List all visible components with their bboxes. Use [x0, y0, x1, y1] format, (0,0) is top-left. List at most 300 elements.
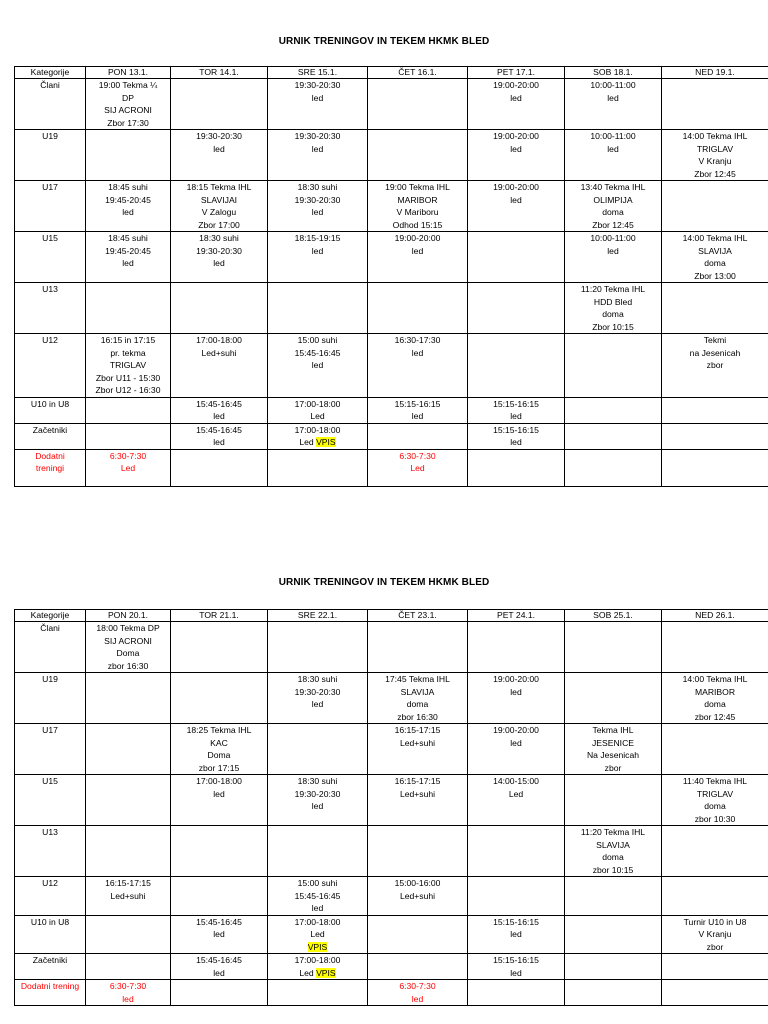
cell-line — [88, 117, 168, 130]
cell-text: 16:30-17:30 — [394, 335, 441, 345]
cell-line — [88, 622, 168, 635]
header-day: SOB 25.1. — [565, 610, 662, 622]
schedule-cell — [662, 622, 768, 673]
cell-line — [270, 673, 365, 686]
cell-line — [173, 206, 265, 219]
schedule-row — [15, 980, 768, 1006]
cell-line — [470, 775, 562, 788]
cell-line — [88, 181, 168, 194]
schedule-cell — [171, 397, 268, 423]
cell-text: led — [510, 92, 522, 103]
schedule-cell — [171, 724, 268, 775]
cell-text: led — [411, 993, 424, 1004]
cell-line — [370, 347, 465, 360]
category-cell — [15, 283, 86, 334]
schedule-row — [15, 775, 768, 826]
cell-line — [173, 775, 265, 788]
cell-text: led — [311, 903, 324, 913]
cell-text: led — [122, 258, 134, 268]
cell-line — [270, 232, 365, 245]
schedule-cell — [565, 181, 662, 232]
cell-text: Tekma IHL — [592, 725, 634, 735]
schedule-cell — [662, 232, 768, 283]
cell-text: MARIBOR — [694, 686, 736, 697]
cell-text: zbor 16:30 — [397, 711, 438, 722]
cell-text: led — [122, 207, 134, 217]
cell-line — [370, 724, 465, 737]
schedule-cell — [368, 334, 468, 398]
cell-text: led — [122, 993, 134, 1004]
cell-line — [270, 424, 365, 437]
header-day: PON 20.1. — [86, 610, 171, 622]
header-category: Kategorije — [15, 67, 86, 79]
cell-line — [17, 916, 83, 929]
cell-line — [567, 194, 659, 207]
cell-text: zbor 17:15 — [198, 762, 240, 773]
cell-text: Zbor 17:00 — [198, 219, 240, 230]
schedule-row — [15, 130, 768, 181]
cell-text: 10:00-11:00 — [590, 131, 636, 141]
schedule-cell — [171, 826, 268, 877]
schedule-cell — [468, 775, 565, 826]
schedule-cell — [171, 980, 268, 1006]
cell-text: V Kranju — [698, 929, 732, 939]
cell-line — [173, 232, 265, 245]
schedule-cell — [468, 954, 565, 980]
schedule-cell — [86, 232, 171, 283]
cell-text: Zbor U11 - 15:30 — [95, 372, 161, 383]
cell-line — [173, 788, 265, 801]
schedule-cell — [171, 673, 268, 724]
schedule-cell — [171, 954, 268, 980]
cell-text: SLAVIJAI — [200, 194, 238, 205]
schedule-cell — [468, 877, 565, 916]
cell-text: 15:45-16:45 — [196, 424, 242, 435]
cell-text: JESENICE — [591, 737, 635, 748]
cell-text: led — [311, 699, 324, 709]
schedule-cell — [86, 915, 171, 954]
schedule-cell — [662, 397, 768, 423]
cell-text: Led+suhi — [201, 347, 237, 358]
cell-line — [17, 673, 83, 686]
cell-line — [370, 788, 465, 801]
schedule-cell — [86, 673, 171, 724]
schedule-cell — [171, 232, 268, 283]
cell-text: SLAVIJA — [596, 839, 630, 850]
schedule-cell — [565, 232, 662, 283]
category-cell — [15, 915, 86, 954]
cell-line — [88, 257, 168, 270]
cell-line — [17, 424, 83, 437]
schedule-row — [15, 915, 768, 954]
schedule-cell — [565, 130, 662, 181]
cell-text: 15:15-16:15 — [493, 398, 539, 409]
cell-line — [567, 724, 659, 737]
cell-line — [270, 686, 365, 699]
cell-line — [270, 775, 365, 788]
cell-text: na Jesenicah — [689, 347, 741, 358]
schedule-row — [15, 449, 768, 486]
cell-text: OLIMPIJA — [593, 194, 633, 205]
schedule-cell — [662, 130, 768, 181]
cell-text: U19 — [42, 674, 58, 684]
cell-text: 18:45 suhi — [108, 182, 148, 192]
cell-line — [173, 245, 265, 258]
cell-text: 17:45 Tekma IHL — [385, 674, 450, 684]
schedule-row — [15, 79, 768, 130]
cell-text: Zbor 10:15 — [592, 321, 634, 332]
cell-line — [567, 749, 659, 762]
cell-line — [370, 686, 465, 699]
header-row — [15, 67, 768, 79]
header-category: Kategorije — [15, 610, 86, 622]
cell-text: led — [510, 194, 522, 205]
schedule-cell — [468, 232, 565, 283]
schedule-cell — [368, 622, 468, 673]
category-cell — [15, 397, 86, 423]
schedule-row — [15, 724, 768, 775]
schedule-cell — [268, 79, 368, 130]
cell-text: 15:15-16:15 — [493, 424, 539, 435]
cell-text: led — [510, 437, 522, 447]
schedule-cell — [268, 232, 368, 283]
cell-line — [270, 359, 365, 372]
cell-text: pr. tekma — [110, 347, 146, 358]
cell-text: U19 — [42, 131, 58, 141]
schedule-cell — [268, 622, 368, 673]
cell-text: led — [213, 437, 225, 447]
cell-text: zbor 10:30 — [694, 813, 736, 824]
cell-text: 17:00-18:00 — [294, 424, 341, 435]
cell-text: 15:45-16:45 — [196, 398, 242, 409]
cell-line — [17, 450, 83, 463]
schedule-cell — [171, 283, 268, 334]
cell-text: doma — [704, 801, 726, 811]
cell-line — [88, 635, 168, 648]
cell-text: Led — [410, 463, 425, 473]
cell-line — [664, 130, 766, 143]
cell-line — [270, 398, 365, 411]
schedule-cell — [468, 980, 565, 1006]
cell-text: 15:00 suhi — [297, 335, 338, 345]
cell-text: 19:30-20:30 — [294, 80, 341, 90]
cell-line — [664, 673, 766, 686]
cell-line — [370, 980, 465, 993]
cell-text: 14:00 Tekma IHL — [682, 131, 748, 141]
cell-text: led — [213, 258, 225, 268]
cell-line — [664, 168, 766, 181]
cell-text: 19:30-20:30 — [196, 245, 242, 256]
cell-text: Zbor 17:30 — [107, 117, 149, 128]
cell-line — [370, 775, 465, 788]
cell-line — [88, 104, 168, 117]
schedule-cell — [268, 334, 368, 398]
schedule-cell — [565, 673, 662, 724]
cell-line — [567, 219, 659, 232]
cell-line — [270, 967, 365, 980]
cell-line — [370, 206, 465, 219]
cell-text: 14:00 Tekma IHL — [682, 233, 748, 243]
cell-text: 18:45 suhi — [108, 233, 148, 243]
schedule-cell — [268, 423, 368, 449]
cell-text: SIJ ACRONI — [104, 105, 152, 115]
cell-line — [17, 462, 83, 475]
schedule-cell — [368, 79, 468, 130]
schedule-row — [15, 334, 768, 398]
header-day: ČET 16.1. — [368, 67, 468, 79]
category-cell — [15, 334, 86, 398]
cell-line — [470, 398, 562, 411]
cell-text: 19:00-20:00 — [394, 233, 441, 243]
schedule-cell — [268, 449, 368, 486]
cell-text: 15:00 suhi — [297, 878, 338, 888]
schedule-table-week-1 — [14, 66, 768, 487]
schedule-cell — [662, 423, 768, 449]
schedule-cell — [565, 622, 662, 673]
cell-text: 19:30-20:30 — [196, 131, 242, 141]
cell-text: 19:30-20:30 — [294, 131, 341, 141]
cell-text: Člani — [40, 80, 60, 90]
schedule-cell — [86, 130, 171, 181]
schedule-cell — [565, 397, 662, 423]
cell-text: Doma — [207, 750, 231, 760]
cell-text: MARIBOR — [397, 194, 438, 205]
cell-text: Turnir U10 in U8 — [683, 916, 747, 927]
cell-line — [370, 450, 465, 463]
schedule-cell — [565, 423, 662, 449]
category-cell — [15, 673, 86, 724]
cell-text: 11:40 Tekma IHL — [682, 776, 748, 786]
cell-line — [173, 436, 265, 449]
schedule-cell — [368, 980, 468, 1006]
cell-line — [270, 130, 365, 143]
cell-line — [370, 993, 465, 1006]
cell-line — [470, 916, 562, 929]
cell-line — [567, 283, 659, 296]
schedule-row — [15, 232, 768, 283]
cell-text: led — [213, 967, 225, 978]
cell-text: led — [213, 143, 225, 154]
vpis-highlight: VPIS — [307, 941, 328, 952]
cell-text: led — [213, 929, 225, 939]
cell-line — [567, 308, 659, 321]
cell-text: SLAVIJA — [400, 686, 435, 697]
schedule-row — [15, 283, 768, 334]
cell-text: Zbor U12 - 16:30 — [95, 385, 161, 395]
cell-text: 16:15-17:15 — [105, 878, 151, 888]
cell-line — [664, 257, 766, 270]
category-cell — [15, 130, 86, 181]
cell-text: 19:00-20:00 — [493, 725, 539, 735]
cell-text: 19:00 Tekma IHL — [385, 182, 450, 192]
cell-line — [567, 851, 659, 864]
cell-text: U15 — [42, 233, 58, 243]
cell-line — [664, 698, 766, 711]
cell-line — [370, 194, 465, 207]
cell-line — [567, 143, 659, 156]
cell-text: 18:25 Tekma IHL — [186, 725, 252, 735]
cell-text: 15:45-16:45 — [196, 916, 242, 927]
schedule-cell — [171, 79, 268, 130]
cell-text: HDD Bled — [593, 296, 633, 307]
cell-text: led — [607, 143, 619, 154]
schedule-row — [15, 423, 768, 449]
cell-line — [567, 864, 659, 877]
schedule-row — [15, 954, 768, 980]
cell-line — [664, 232, 766, 245]
schedule-cell — [565, 980, 662, 1006]
category-cell — [15, 181, 86, 232]
schedule-cell — [86, 954, 171, 980]
schedule-cell — [268, 130, 368, 181]
schedule-row — [15, 181, 768, 232]
cell-line — [270, 954, 365, 967]
schedule-cell — [368, 915, 468, 954]
cell-text: 10:00-11:00 — [590, 233, 636, 243]
cell-line — [470, 194, 562, 207]
cell-text: 18:30 suhi — [297, 182, 338, 192]
cell-text: 17:00-18:00 — [196, 335, 242, 345]
cell-text: led — [311, 360, 324, 370]
cell-text: zbor 10:15 — [592, 864, 634, 875]
cell-line — [17, 232, 83, 245]
cell-line — [270, 347, 365, 360]
cell-line — [173, 194, 265, 207]
cell-line — [270, 928, 365, 941]
schedule-cell — [86, 334, 171, 398]
cell-line — [270, 79, 365, 92]
category-cell — [15, 232, 86, 283]
schedule-cell — [171, 622, 268, 673]
cell-text: doma — [602, 207, 624, 217]
cell-line — [567, 206, 659, 219]
cell-line — [270, 902, 365, 915]
schedule-cell — [86, 397, 171, 423]
cell-line — [370, 673, 465, 686]
schedule-row — [15, 622, 768, 673]
cell-text: led — [213, 411, 225, 421]
cell-text: 11:20 Tekma IHL — [580, 827, 646, 837]
cell-text: U10 in U8 — [30, 398, 70, 409]
cell-line — [17, 398, 83, 411]
cell-text: Odhod 15:15 — [392, 219, 443, 230]
cell-text: led — [510, 929, 522, 939]
cell-line — [173, 181, 265, 194]
cell-text: 17:00-18:00 — [294, 955, 341, 965]
schedule-row — [15, 397, 768, 423]
cell-text: Dodatni trening — [20, 981, 80, 991]
header-day: NED 19.1. — [662, 67, 768, 79]
cell-line — [270, 245, 365, 258]
cell-line — [470, 724, 562, 737]
schedule-cell — [565, 724, 662, 775]
cell-text: doma — [602, 309, 624, 319]
schedule-title-week-2: URNIK TRENINGOV IN TEKEM HKMK BLED — [278, 577, 490, 588]
cell-line — [173, 130, 265, 143]
cell-line — [88, 334, 168, 347]
cell-line — [470, 436, 562, 449]
cell-line — [470, 79, 562, 92]
schedule-cell — [468, 423, 565, 449]
cell-line — [567, 839, 659, 852]
cell-line — [664, 800, 766, 813]
cell-line — [567, 232, 659, 245]
cell-text: led — [510, 686, 522, 697]
schedule-cell — [662, 954, 768, 980]
cell-line — [664, 245, 766, 258]
header-day: PET 17.1. — [468, 67, 565, 79]
vpis-highlight: VPIS — [316, 437, 336, 447]
schedule-cell — [662, 826, 768, 877]
schedule-cell — [368, 826, 468, 877]
schedule-cell — [662, 79, 768, 130]
cell-text: Zbor 12:45 — [694, 168, 736, 179]
cell-line — [173, 928, 265, 941]
vpis-highlight: VPIS — [316, 967, 336, 978]
cell-line — [88, 79, 168, 92]
cell-line — [370, 181, 465, 194]
cell-line — [173, 916, 265, 929]
cell-line — [270, 334, 365, 347]
schedule-cell — [662, 334, 768, 398]
cell-line — [470, 686, 562, 699]
cell-line — [664, 334, 766, 347]
schedule-cell — [368, 232, 468, 283]
schedule-cell — [368, 954, 468, 980]
cell-text: Začetniki — [32, 955, 68, 965]
schedule-cell — [368, 283, 468, 334]
cell-line — [470, 954, 562, 967]
schedule-cell — [86, 181, 171, 232]
schedule-cell — [368, 397, 468, 423]
header-day: PET 24.1. — [468, 610, 565, 622]
cell-line — [470, 788, 562, 801]
cell-line — [470, 410, 562, 423]
cell-line — [370, 737, 465, 750]
cell-line — [88, 194, 168, 207]
cell-text: V Mariboru — [396, 207, 439, 217]
cell-text: 15:00-16:00 — [394, 878, 441, 888]
schedule-cell — [468, 130, 565, 181]
cell-text: 11:20 Tekma IHL — [580, 284, 646, 294]
cell-line — [173, 424, 265, 437]
schedule-cell — [662, 724, 768, 775]
schedule-cell — [468, 622, 565, 673]
schedule-cell — [268, 915, 368, 954]
cell-text: 14:00 Tekma IHL — [682, 674, 748, 684]
schedule-cell — [171, 775, 268, 826]
cell-line — [17, 877, 83, 890]
cell-line — [270, 916, 365, 929]
schedule-cell — [86, 423, 171, 449]
cell-line — [17, 775, 83, 788]
cell-text: zbor 16:30 — [107, 660, 149, 671]
cell-text: 15:15-16:15 — [493, 955, 539, 965]
schedule-cell — [171, 915, 268, 954]
cell-line — [470, 130, 562, 143]
schedule-cell — [86, 724, 171, 775]
header-day: TOR 14.1. — [171, 67, 268, 79]
cell-line — [270, 436, 365, 449]
cell-text: U17 — [42, 182, 58, 192]
cell-text: 15:15-16:15 — [394, 398, 441, 409]
cell-text: TRIGLAV — [696, 788, 734, 799]
schedule-cell — [86, 283, 171, 334]
cell-text: 19:30-20:30 — [294, 686, 341, 697]
cell-text: U12 — [42, 335, 58, 345]
cell-text: led — [311, 801, 324, 811]
schedule-cell — [368, 877, 468, 916]
